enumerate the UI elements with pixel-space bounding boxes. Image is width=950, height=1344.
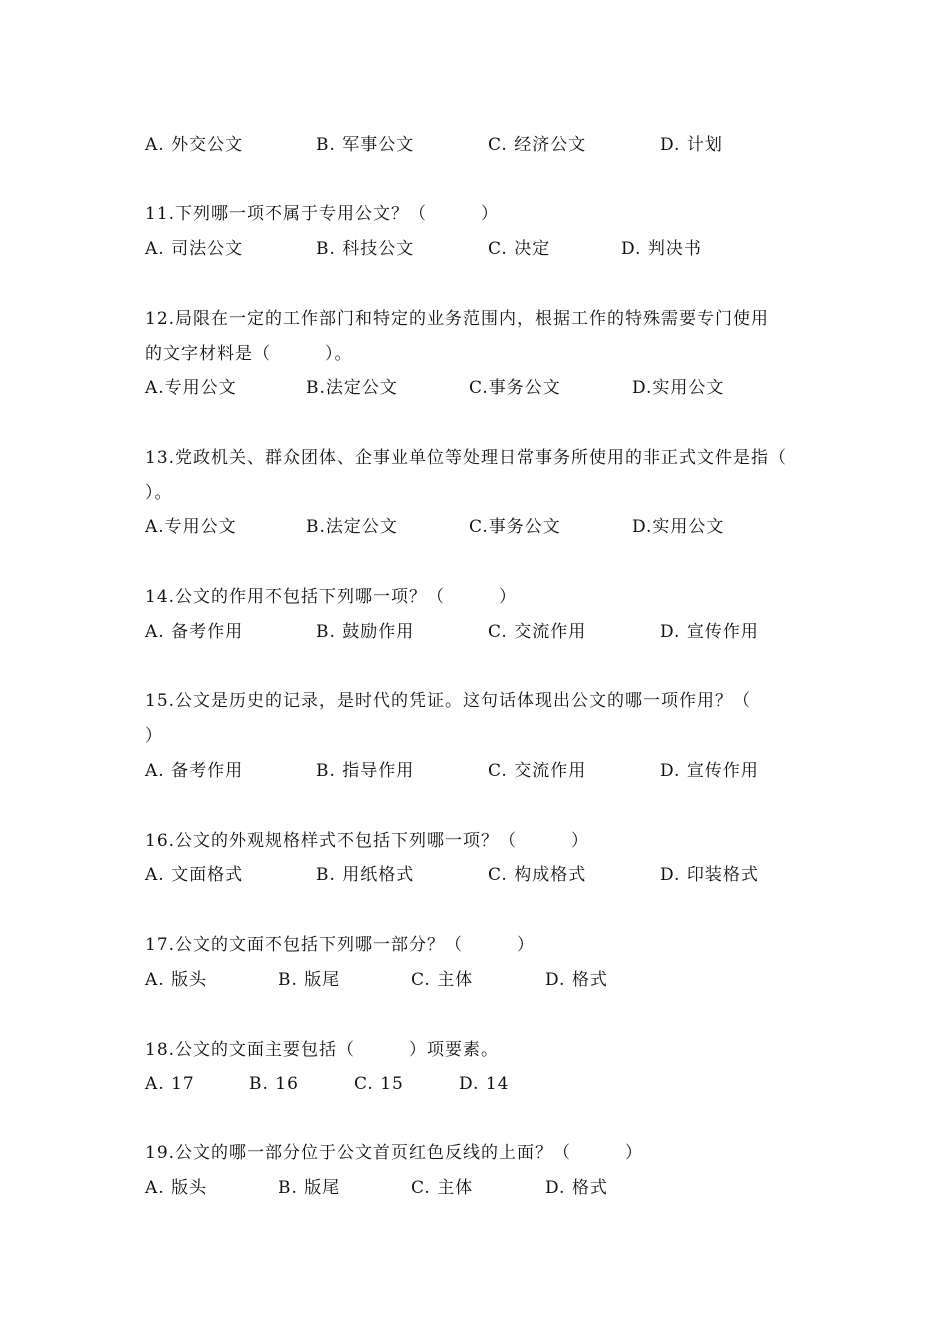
q12-stem-line-2: 的文字材料是（ ）。	[145, 344, 353, 364]
q11-option-b: B. 科技公文	[316, 239, 415, 259]
q10-option-a: A. 外交公文	[145, 135, 244, 155]
q13-option-a: A.专用公文	[145, 517, 237, 537]
q12-option-b: B.法定公文	[306, 378, 398, 398]
q12-option-c: C.事务公文	[469, 378, 561, 398]
q14-option-d: D. 宣传作用	[660, 622, 759, 642]
q18-stem: 18.公文的文面主要包括（ ）项要素。	[145, 1040, 500, 1060]
q12-option-d: D.实用公文	[632, 378, 725, 398]
q16-stem: 16.公文的外观规格样式不包括下列哪一项？（ ）	[145, 831, 590, 851]
q16-option-d: D. 印装格式	[660, 865, 759, 885]
q13-option-c: C.事务公文	[469, 517, 561, 537]
q15-option-a: A. 备考作用	[145, 761, 244, 781]
q13-stem-line-2: ）。	[145, 483, 173, 503]
q10-option-d: D. 计划	[660, 135, 723, 155]
q19-stem: 19.公文的哪一部分位于公文首页红色反线的上面？（ ）	[145, 1143, 644, 1163]
q18-option-d: D. 14	[459, 1074, 510, 1094]
q17-option-b: B. 版尾	[278, 970, 341, 990]
q15-stem-line-1: 15.公文是历史的记录，是时代的凭证。这句话体现出公文的哪一项作用？（	[145, 691, 752, 711]
q19-option-b: B. 版尾	[278, 1178, 341, 1198]
q10-option-c: C. 经济公文	[488, 135, 587, 155]
q19-option-a: A. 版头	[145, 1178, 208, 1198]
q17-option-d: D. 格式	[545, 970, 608, 990]
q11-stem: 11.下列哪一项不属于专用公文？（ ）	[145, 204, 500, 224]
q10-option-b: B. 军事公文	[316, 135, 415, 155]
q19-option-d: D. 格式	[545, 1178, 608, 1198]
q15-option-b: B. 指导作用	[316, 761, 415, 781]
q11-option-c: C. 决定	[488, 239, 551, 259]
q16-option-c: C. 构成格式	[488, 865, 587, 885]
q13-stem-line-1: 13.党政机关、群众团体、企事业单位等处理日常事务所使用的非正式文件是指（	[145, 448, 788, 468]
q17-option-c: C. 主体	[411, 970, 474, 990]
q17-option-a: A. 版头	[145, 970, 208, 990]
q15-option-c: C. 交流作用	[488, 761, 587, 781]
q14-option-c: C. 交流作用	[488, 622, 587, 642]
q16-option-b: B. 用纸格式	[316, 865, 415, 885]
q14-option-a: A. 备考作用	[145, 622, 244, 642]
q15-option-d: D. 宣传作用	[660, 761, 759, 781]
q12-option-a: A.专用公文	[145, 378, 237, 398]
q11-option-a: A. 司法公文	[145, 239, 244, 259]
q15-stem-line-2: ）	[145, 726, 163, 746]
q12-stem-line-1: 12.局限在一定的工作部门和特定的业务范围内，根据工作的特殊需要专门使用	[145, 309, 770, 329]
q14-stem: 14.公文的作用不包括下列哪一项？（ ）	[145, 587, 518, 607]
q18-option-a: A. 17	[145, 1074, 195, 1094]
q13-option-b: B.法定公文	[306, 517, 398, 537]
q18-option-b: B. 16	[249, 1074, 299, 1094]
q14-option-b: B. 鼓励作用	[316, 622, 415, 642]
q19-option-c: C. 主体	[411, 1178, 474, 1198]
q13-option-d: D.实用公文	[632, 517, 725, 537]
q16-option-a: A. 文面格式	[145, 865, 244, 885]
q11-option-d: D. 判决书	[621, 239, 702, 259]
q18-option-c: C. 15	[354, 1074, 404, 1094]
q17-stem: 17.公文的文面不包括下列哪一部分？（ ）	[145, 935, 536, 955]
